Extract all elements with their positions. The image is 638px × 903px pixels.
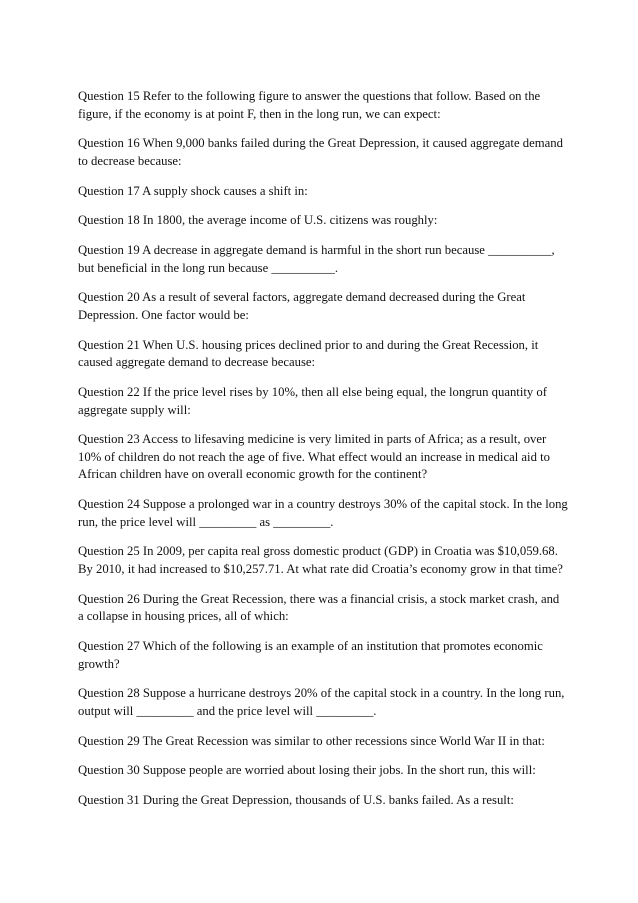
question-17: Question 17 A supply shock causes a shift in: bbox=[78, 183, 308, 198]
question-30: Question 30 Suppose people are worried about losing their jobs. In the short run, this will: bbox=[78, 763, 536, 778]
question-16: Question 16 When 9,000 banks failed during the Great Depression, it caused aggregate demand to decrease because: bbox=[78, 136, 563, 168]
question-15: Question 15 Refer to the following figure to answer the questions that follow. Based on the figure, if the economy is at point F, then in the long run, we can expect: bbox=[78, 89, 541, 121]
question-19: Question 19 A decrease in aggregate demand is harmful in the short run because __________, but beneficial in the long run because __________. bbox=[78, 243, 555, 275]
question-22: Question 22 If the price level rises by 10%, then all else being equal, the longrun quantity of aggregate supply will: bbox=[78, 385, 547, 417]
question-23: Question 23 Access to lifesaving medicine is very limited in parts of Africa; as a result, over 10% of children do not reach the age of five. What effect would an increase in medical aid to African children have on overall economic growth for the continent? bbox=[78, 432, 550, 482]
question-20: Question 20 As a result of several factors, aggregate demand decreased during the Great Depression. One factor would be: bbox=[78, 290, 526, 322]
question-31: Question 31 During the Great Depression, thousands of U.S. banks failed. As a result: bbox=[78, 793, 514, 808]
question-26: Question 26 During the Great Recession, there was a financial crisis, a stock market crash, and a collapse in housing prices, all of which: bbox=[78, 591, 560, 624]
question-27: Question 27 Which of the following is an example of an institution that promotes economic growth? bbox=[78, 639, 543, 671]
question-18: Question 18 In 1800, the average income of U.S. citizens was roughly: bbox=[78, 213, 438, 228]
question-list bbox=[78, 88, 568, 822]
question-21: Question 21 When U.S. housing prices declined prior to and during the Great Recession, it caused aggregate demand to decrease because: bbox=[78, 337, 539, 370]
question-25: Question 25 In 2009, per capita real gross domestic product (GDP) in Croatia was $10,059.68. By 2010, it had increased to $10,257.71. At what rate did Croatia’s economy grow in that time? bbox=[78, 544, 563, 576]
question-29: Question 29 The Great Recession was similar to other recessions since World War II in that: bbox=[78, 733, 545, 748]
question-24: Question 24 Suppose a prolonged war in a country destroys 30% of the capital stock. In the long run, the price level will _________ as _________. bbox=[78, 497, 568, 529]
question-28: Question 28 Suppose a hurricane destroys 20% of the capital stock in a country. In the long run, output will _________ and the price level will _________. bbox=[78, 686, 565, 718]
